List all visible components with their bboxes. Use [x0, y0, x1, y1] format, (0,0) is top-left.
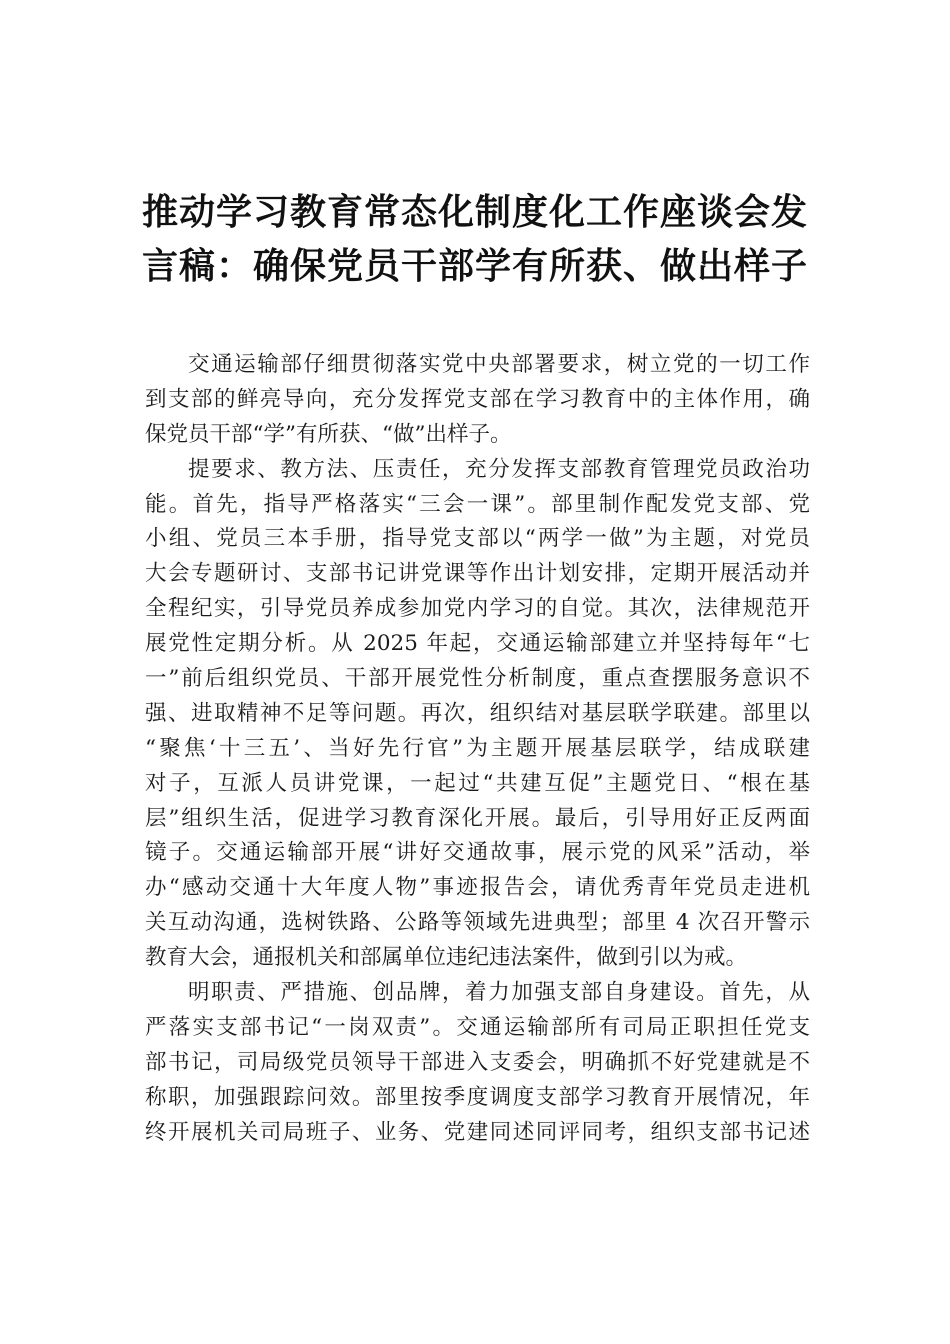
text-line: “聚焦‘十三五’、当好先行官”为主题开展基层联学，结成联建 — [145, 735, 810, 761]
text-line: 提要求、教方法、压责任，充分发挥支部教育管理党员政治功 — [188, 456, 810, 482]
text-line: 称职，加强跟踪问效。部里按季度调度支部学习教育开展情况，年 — [145, 1084, 810, 1110]
paragraph-3 — [145, 976, 810, 1150]
text-line: 明职责、严措施、创品牌，着力加强支部自身建设。首先，从 — [188, 980, 810, 1006]
text-line: 大会专题研讨、支部书记讲党课等作出计划安排，定期开展活动并 — [145, 561, 810, 587]
text-line: 强、进取精神不足等问题。再次，组织结对基层联学联建。部里以 — [145, 700, 810, 726]
text-line: 镜子。交通运输部开展“讲好交通故事，展示党的风采”活动，举 — [145, 840, 810, 866]
document-title — [120, 186, 830, 294]
text-line: 终开展机关司局班子、业务、党建同述同评同考，组织支部书记述 — [145, 1119, 810, 1145]
text-line: 严落实支部书记“一岗双责”。交通运输部所有司局正职担任党支 — [145, 1014, 810, 1040]
text-line: 交通运输部仔细贯彻落实党中央部署要求，树立党的一切工作 — [188, 352, 810, 377]
title-line: 言稿：确保党员干部学有所获、做出样子 — [141, 246, 808, 287]
text-line: 保党员干部“学”有所获、“做”出样子。 — [145, 421, 512, 447]
text-line: 一”前后组织党员、干部开展党性分析制度，重点查摆服务意识不 — [145, 666, 810, 692]
text-line: 小组、党员三本手册，指导党支部以“两学一做”为主题，对党员 — [145, 526, 810, 552]
document-body — [145, 348, 810, 1150]
text-line: 办“感动交通十大年度人物”事迹报告会，请优秀青年党员走进机 — [145, 875, 810, 901]
paragraph-2 — [145, 453, 810, 976]
text-line: 关互动沟通，选树铁路、公路等领域先进典型；部里 4 次召开警示 — [145, 910, 810, 936]
title-line: 推动学习教育常态化制度化工作座谈会发 — [141, 192, 808, 233]
text-line: 全程纪实，引导党员养成参加党内学习的自觉。其次，法律规范开 — [145, 596, 810, 622]
text-line: 展党性定期分析。从 2025 年起，交通运输部建立并坚持每年“七 — [145, 631, 810, 657]
paragraph-1 — [145, 348, 810, 453]
text-line: 对子，互派人员讲党课，一起过“共建互促”主题党日、“根在基 — [145, 770, 810, 796]
text-line: 到支部的鲜亮导向，充分发挥党支部在学习教育中的主体作用，确 — [145, 386, 810, 412]
text-line: 能。首先，指导严格落实“三会一课”。部里制作配发党支部、党 — [145, 491, 810, 517]
text-line: 部书记，司局级党员领导干部进入支委会，明确抓不好党建就是不 — [145, 1049, 810, 1075]
text-line: 教育大会，通报机关和部属单位违纪违法案件，做到引以为戒。 — [145, 945, 748, 971]
text-line: 层”组织生活，促进学习教育深化开展。最后，引导用好正反两面 — [145, 805, 810, 831]
